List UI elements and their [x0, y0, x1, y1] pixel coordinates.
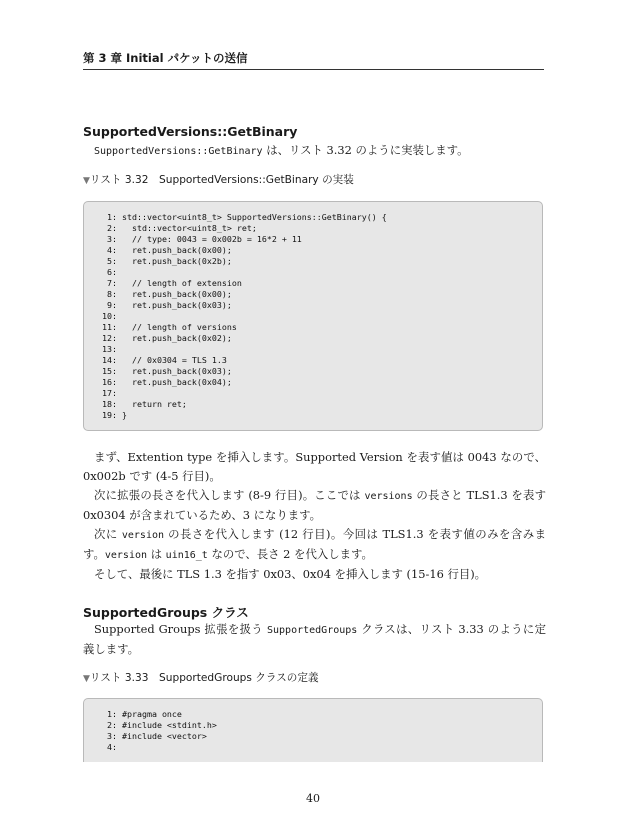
inline-code: versions — [364, 491, 413, 502]
code-line: 4: — [102, 742, 117, 752]
listing-caption-3-33 — [83, 670, 319, 685]
listing-caption-3-32 — [83, 172, 354, 187]
intro-text: は、リスト 3.32 のように実装します。 — [262, 143, 469, 157]
code-line: 11: // length of versions — [102, 322, 237, 332]
text-span: は — [147, 547, 166, 561]
inline-code: SupportedGroups — [266, 625, 358, 636]
inline-code: version — [104, 550, 148, 561]
page-number: 40 — [306, 792, 320, 805]
code-line: 5: ret.push_back(0x2b); — [102, 256, 232, 266]
paragraph-versions-length — [83, 525, 546, 565]
code-listing-3-32 — [83, 201, 543, 431]
paragraph-extension-length — [83, 486, 546, 525]
text-span: 次に拡張の長さを代入します (8-9 行目)。ここでは — [94, 488, 365, 502]
section-heading-supported-versions: SupportedVersions::GetBinary — [83, 124, 298, 139]
triangle-marker-icon: ▼ — [83, 176, 90, 186]
code-line: 1: #pragma once — [102, 709, 182, 719]
code-line: 3: #include <vector> — [102, 731, 207, 741]
paragraph-extension-type: まず、Extention type を挿入します。Supported Version を表す値は 0043 なので、0x002b です (4-5 行目)。 — [83, 450, 546, 483]
code-line: 19: } — [102, 410, 127, 420]
code-block — [84, 709, 542, 753]
code-listing-3-33 — [83, 698, 543, 762]
code-line: 14: // 0x0304 = TLS 1.3 — [102, 355, 227, 365]
code-line: 6: — [102, 267, 117, 277]
code-line: 15: ret.push_back(0x03); — [102, 366, 232, 376]
text-span: の長さと TLS1.3 を表す 0x0304 が含まれているため、3 になります。 — [83, 488, 546, 522]
code-line: 17: — [102, 388, 117, 398]
code-line: 16: ret.push_back(0x04); — [102, 377, 232, 387]
text-span: の長さを代入します (12 行目)。今回は TLS1.3 を表す値のみを含みます。 — [83, 527, 546, 561]
section-intro-supported-versions — [83, 141, 546, 161]
text-span: なので、長さ 2 を代入します。 — [207, 547, 373, 561]
inline-code: SupportedVersions::GetBinary — [94, 146, 263, 157]
code-line: 2: #include <stdint.h> — [102, 720, 217, 730]
code-line: 2: std::vector<uint8_t> ret; — [102, 223, 257, 233]
text-span: Supported Groups 拡張を扱う — [94, 622, 267, 636]
triangle-marker-icon: ▼ — [83, 674, 90, 684]
text-span: 次に — [94, 527, 122, 541]
inline-code: version — [121, 530, 165, 541]
code-line: 4: ret.push_back(0x00); — [102, 245, 232, 255]
caption-text: リスト 3.33 SupportedGroups クラスの定義 — [89, 672, 319, 684]
code-line: 1: std::vector<uint8_t> SupportedVersions::GetBinary() { — [102, 212, 387, 222]
paragraph-insert-tls: そして、最後に TLS 1.3 を指す 0x03、0x04 を挿入します (15-16 行目)。 — [94, 567, 487, 581]
section-intro-supported-groups — [83, 620, 546, 659]
code-line: 7: // length of extension — [102, 278, 242, 288]
code-line: 8: ret.push_back(0x00); — [102, 289, 232, 299]
code-line: 3: // type: 0043 = 0x002b = 16*2 + 11 — [102, 234, 302, 244]
inline-code: uin16_t — [165, 550, 208, 561]
code-line: 10: — [102, 311, 117, 321]
text-span: クラスは、リスト 3.33 のように定義します。 — [83, 622, 547, 656]
code-line: 18: return ret; — [102, 399, 187, 409]
code-line: 12: ret.push_back(0x02); — [102, 333, 232, 343]
body-paragraphs — [83, 448, 546, 584]
section-heading-supported-groups: SupportedGroups クラス — [83, 605, 249, 620]
chapter-header: 第 3 章 Initial パケットの送信 — [83, 50, 544, 70]
code-line: 9: ret.push_back(0x03); — [102, 300, 232, 310]
code-line: 13: — [102, 344, 117, 354]
code-block — [84, 212, 542, 421]
caption-text: リスト 3.32 SupportedVersions::GetBinary の実装 — [89, 174, 354, 186]
